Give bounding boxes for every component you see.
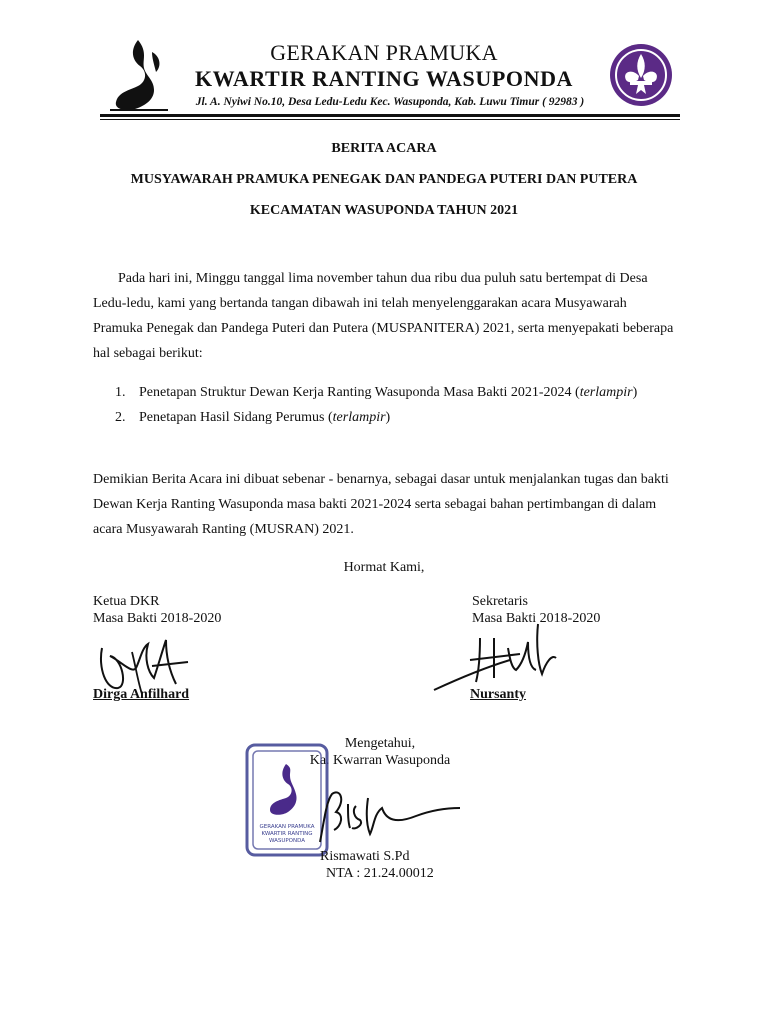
list-item-number: 1. xyxy=(115,385,126,400)
svg-text:WASUPONDA: WASUPONDA xyxy=(268,838,306,844)
list-item xyxy=(93,380,679,405)
svg-text:GERAKAN PRAMUKA: GERAKAN PRAMUKA xyxy=(259,824,315,830)
signatory-role: Sekretaris xyxy=(472,594,528,609)
wosm-fleur-de-lis-logo-icon xyxy=(608,42,674,108)
acknowledgement-label: Mengetahui, xyxy=(344,736,416,751)
signatory-left-name: Dirga Anfilhard xyxy=(93,687,190,702)
signature-head-icon xyxy=(312,778,462,848)
agreement-list xyxy=(93,380,679,430)
closing-salutation: Hormat Kami, xyxy=(343,560,425,575)
signatory-period: Masa Bakti 2018-2020 xyxy=(472,611,601,626)
letterhead-rule-thick xyxy=(100,114,680,117)
org-unit: KWARTIR RANTING WASUPONDA xyxy=(194,66,574,91)
list-item-note: terlampir xyxy=(332,410,386,425)
letterhead xyxy=(0,0,768,120)
signatory-left xyxy=(93,593,313,627)
list-item-close: ) xyxy=(632,385,638,400)
svg-text:KWARTIR RANTING: KWARTIR RANTING xyxy=(261,831,313,837)
opening-paragraph: Pada hari ini, Minggu tanggal lima november tahun dua ribu dua puluh satu bertempat di Desa Ledu-ledu, kami yang bertanda tangan dibawah ini telah menyelenggarakan acara Musyawarah Pramuka Penegak dan Pandega Puteri dan Putera (MUSPANITERA) 2021, serta menyepakati beberapa hal sebagai berikut: xyxy=(93,271,674,361)
signature-right-icon xyxy=(430,608,560,698)
list-item-close: ) xyxy=(385,410,391,425)
acknowledgement-nta: NTA : 21.24.00012 xyxy=(326,866,434,881)
list-item-text: Penetapan Hasil Sidang Perumus ( xyxy=(139,410,333,425)
list-item xyxy=(93,405,679,430)
org-address: Jl. A. Nyiwi No.10, Desa Ledu-Ledu Kec. Wasuponda, Kab. Luwu Timur ( 92983 ) xyxy=(195,96,585,108)
list-item-number: 2. xyxy=(115,410,126,425)
document-subtitle-year: KECAMATAN WASUPONDA TAHUN 2021 xyxy=(249,203,519,218)
document-subtitle: MUSYAWARAH PRAMUKA PENEGAK DAN PANDEGA PUTERI DAN PUTERA xyxy=(130,172,638,187)
signatory-role: Ketua DKR xyxy=(93,594,160,609)
acknowledgement-role: Ka. Kwarran Wasuponda xyxy=(309,753,451,768)
list-item-note: terlampir xyxy=(579,385,633,400)
acknowledgement-name: Rismawati S.Pd xyxy=(320,849,410,864)
document-title: BERITA ACARA xyxy=(331,141,437,156)
closing-paragraph: Demikian Berita Acara ini dibuat sebenar - benarnya, sebagai dasar untuk menjalankan tugas dan bakti Dewan Kerja Ranting Wasuponda masa bakti 2021-2024 serta sebagai bahan pertimbangan di dalam acara Musyawarah Ranting (MUSRAN) 2021. xyxy=(93,472,669,537)
list-item-text: Penetapan Struktur Dewan Kerja Ranting Wasuponda Masa Bakti 2021-2024 ( xyxy=(139,385,580,400)
org-name: GERAKAN PRAMUKA xyxy=(270,40,498,65)
signatory-right-name: Nursanty xyxy=(470,687,527,702)
letterhead-rule-thin xyxy=(100,119,680,120)
signatory-period: Masa Bakti 2018-2020 xyxy=(93,611,222,626)
